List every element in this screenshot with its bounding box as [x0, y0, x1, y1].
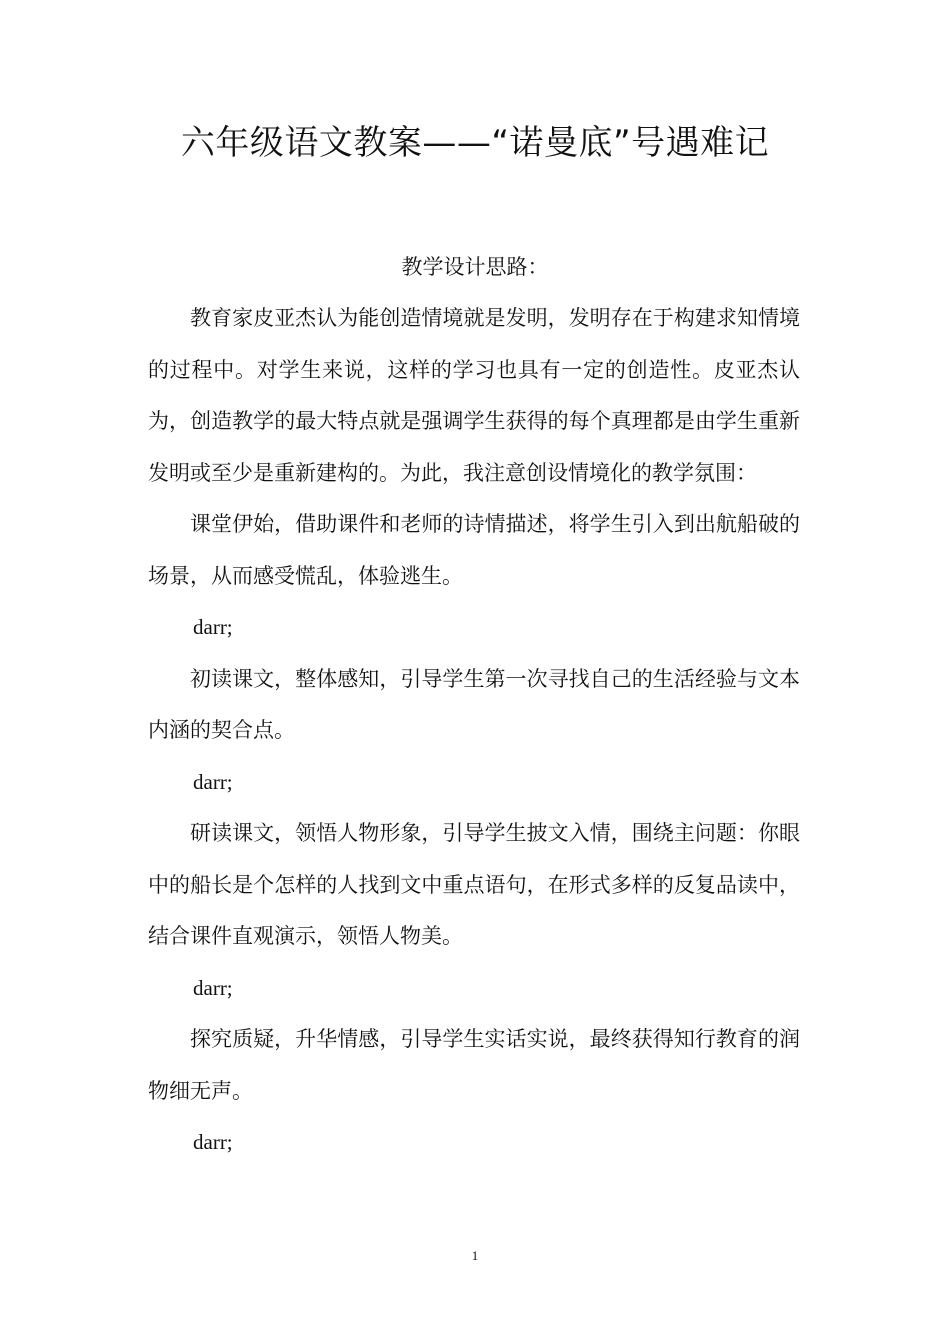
document-title: 六年级语文教案——“诺曼底”号遇难记 — [180, 123, 770, 163]
paragraph-step-2: 初读课文，整体感知，引导学生第一次寻找自己的生活经验与文本内涵的契合点。 — [148, 666, 800, 742]
paragraph-step-1: 课堂伊始，借助课件和老师的诗情描述，将学生引入到出航船破的场景，从而感受慌乱，体验逃生。 — [148, 512, 800, 588]
paragraph-step-4: 探究质疑，升华情感，引导学生实话实说，最终获得知行教育的润物细无声。 — [148, 1027, 800, 1103]
arrow-text: darr; — [193, 615, 233, 639]
arrow-text: darr; — [193, 769, 233, 794]
arrow-text: darr; — [193, 975, 233, 1000]
page-number: 1 — [471, 1248, 479, 1263]
document-body — [148, 293, 800, 1169]
section-heading: 教学设计思路： — [401, 255, 549, 279]
paragraph-intro: 教育家皮亚杰认为能创造情境就是发明，发明存在于构建求知情境的过程中。对学生来说，这样的学习也具有一定的创造性。皮亚杰认为，创造教学的最大特点就是强调学生获得的每个真理都是由学生重新发明或至少是重新建构的。为此，我注意创设情境化的教学氛围： — [148, 306, 800, 485]
paragraph-step-3: 研读课文，领悟人物形象，引导学生披文入情，围绕主问题：你眼中的船长是个怎样的人找到文中重点语句，在形式多样的反复品读中，结合课件直观演示，领悟人物美。 — [148, 821, 800, 948]
arrow-text: darr; — [193, 1130, 233, 1154]
